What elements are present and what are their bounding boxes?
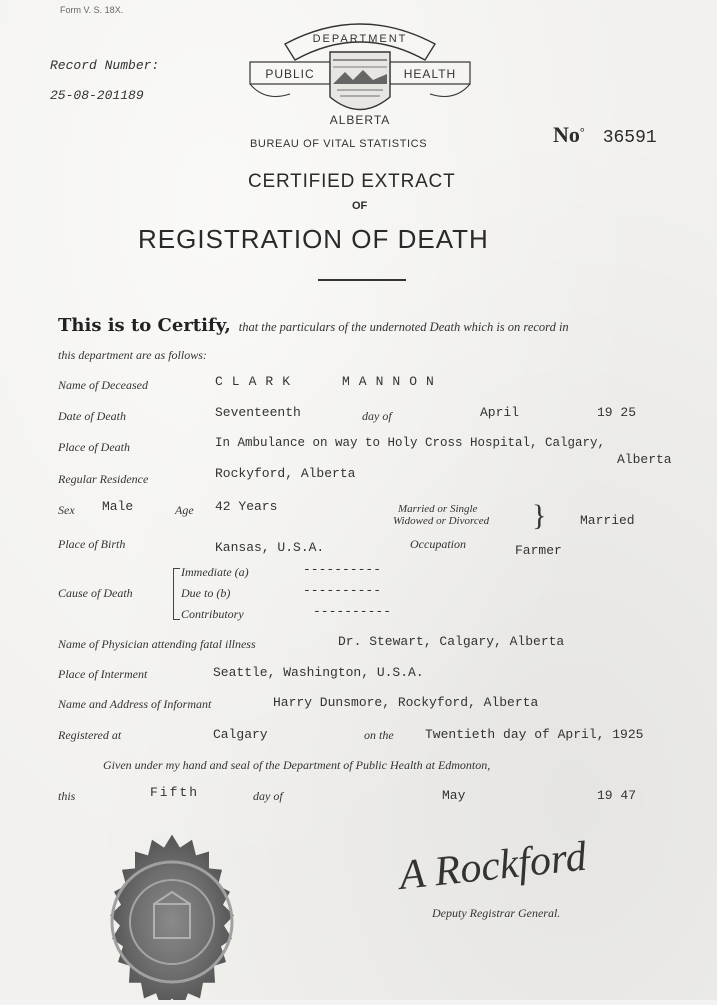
cause-immediate-value: ---------- bbox=[303, 562, 382, 577]
birth-label: Place of Birth bbox=[58, 537, 126, 551]
date-day-of: day of bbox=[362, 409, 392, 423]
regular-residence: Rockyford, Alberta bbox=[215, 466, 356, 481]
alberta-crest-icon bbox=[245, 12, 475, 132]
this-label: this bbox=[58, 789, 76, 803]
certify-line bbox=[58, 315, 569, 336]
residence-label: Regular Residence bbox=[58, 472, 149, 486]
registrar-signature: A Rockford bbox=[397, 833, 589, 900]
issue-day-of: day of bbox=[253, 789, 283, 803]
emblem-top-text: DEPARTMENT bbox=[312, 33, 408, 45]
record-number: 25-08-201189 bbox=[50, 88, 144, 103]
cause-due-value: ---------- bbox=[303, 583, 382, 598]
sex-value: Male bbox=[102, 499, 134, 514]
emblem-right-text: HEALTH bbox=[403, 67, 457, 81]
place-label: Place of Death bbox=[58, 440, 130, 454]
record-number-label: Record Number: bbox=[50, 58, 160, 73]
bureau-title: BUREAU OF VITAL STATISTICS bbox=[250, 138, 428, 150]
marital-status: Married bbox=[580, 513, 635, 528]
cause-immediate-label: Immediate (a) bbox=[181, 565, 249, 579]
form-code: Form V. S. 18X. bbox=[60, 5, 124, 15]
occupation-value: Farmer bbox=[515, 543, 562, 558]
marital-label-1: Married or Single bbox=[398, 503, 478, 515]
on-the-label: on the bbox=[364, 728, 394, 742]
emblem-bottom-text: ALBERTA bbox=[329, 113, 391, 127]
title-certified-extract: CERTIFIED EXTRACT bbox=[248, 171, 456, 192]
place-of-birth: Kansas, U.S.A. bbox=[215, 540, 325, 555]
cause-contrib-value: ---------- bbox=[313, 604, 392, 619]
death-year: 19 25 bbox=[597, 405, 637, 420]
informant-value: Harry Dunsmore, Rockyford, Alberta bbox=[273, 695, 539, 710]
given-under-text: Given under my hand and seal of the Department of Public Health at Edmonton, bbox=[103, 758, 491, 772]
cause-contrib-label: Contributory bbox=[181, 607, 244, 621]
sex-label: Sex bbox=[58, 503, 75, 517]
place-of-death: In Ambulance on way to Holy Cross Hospital, Calgary, bbox=[215, 436, 606, 450]
certify-text-2: this department are as follows: bbox=[58, 348, 207, 362]
age-value: 42 Years bbox=[215, 499, 278, 514]
occupation-label: Occupation bbox=[410, 537, 466, 551]
name-label: Name of Deceased bbox=[58, 378, 148, 392]
interment-label: Place of Interment bbox=[58, 667, 148, 681]
title-registration-of-death: REGISTRATION OF DEATH bbox=[138, 224, 489, 254]
physician-value: Dr. Stewart, Calgary, Alberta bbox=[338, 634, 565, 649]
informant-label: Name and Address of Informant bbox=[58, 697, 212, 711]
registered-date: Twentieth day of April, 1925 bbox=[425, 727, 644, 742]
emblem-left-text: PUBLIC bbox=[265, 67, 315, 81]
cause-bracket bbox=[173, 568, 180, 620]
place-of-death-2: Alberta bbox=[617, 452, 672, 467]
issue-year: 19 47 bbox=[597, 788, 637, 803]
physician-label: Name of Physician attending fatal illness bbox=[58, 637, 256, 651]
department-emblem bbox=[245, 12, 475, 132]
deceased-first-name: CLARK bbox=[215, 374, 300, 389]
marital-label-2: Widowed or Divorced bbox=[393, 515, 490, 527]
title-of: OF bbox=[352, 200, 368, 212]
deceased-last-name: MANNON bbox=[342, 374, 443, 389]
certificate-number-group: No° 36591 bbox=[553, 122, 657, 148]
death-day: Seventeenth bbox=[215, 405, 301, 420]
cause-due-label: Due to (b) bbox=[181, 586, 231, 600]
date-label: Date of Death bbox=[58, 409, 126, 423]
signatory-title: Deputy Registrar General. bbox=[432, 906, 561, 920]
certificate-number: 36591 bbox=[602, 128, 657, 148]
interment-value: Seattle, Washington, U.S.A. bbox=[213, 665, 424, 680]
seal-icon bbox=[72, 812, 272, 1000]
registered-label: Registered at bbox=[58, 728, 122, 742]
age-label: Age bbox=[175, 503, 194, 517]
certify-text: that the particulars of the undernoted Death which is on record in bbox=[238, 320, 569, 334]
registered-place: Calgary bbox=[213, 727, 268, 742]
issue-day: Fifth bbox=[150, 785, 200, 800]
death-month: April bbox=[480, 405, 520, 420]
number-label: No bbox=[553, 122, 580, 147]
title-rule bbox=[318, 279, 406, 281]
issue-month: May bbox=[442, 788, 466, 803]
certify-heading: This is to Certify, bbox=[58, 315, 231, 336]
marital-brace: } bbox=[532, 499, 547, 532]
cause-label: Cause of Death bbox=[58, 586, 133, 600]
embossed-seal bbox=[72, 812, 272, 1000]
